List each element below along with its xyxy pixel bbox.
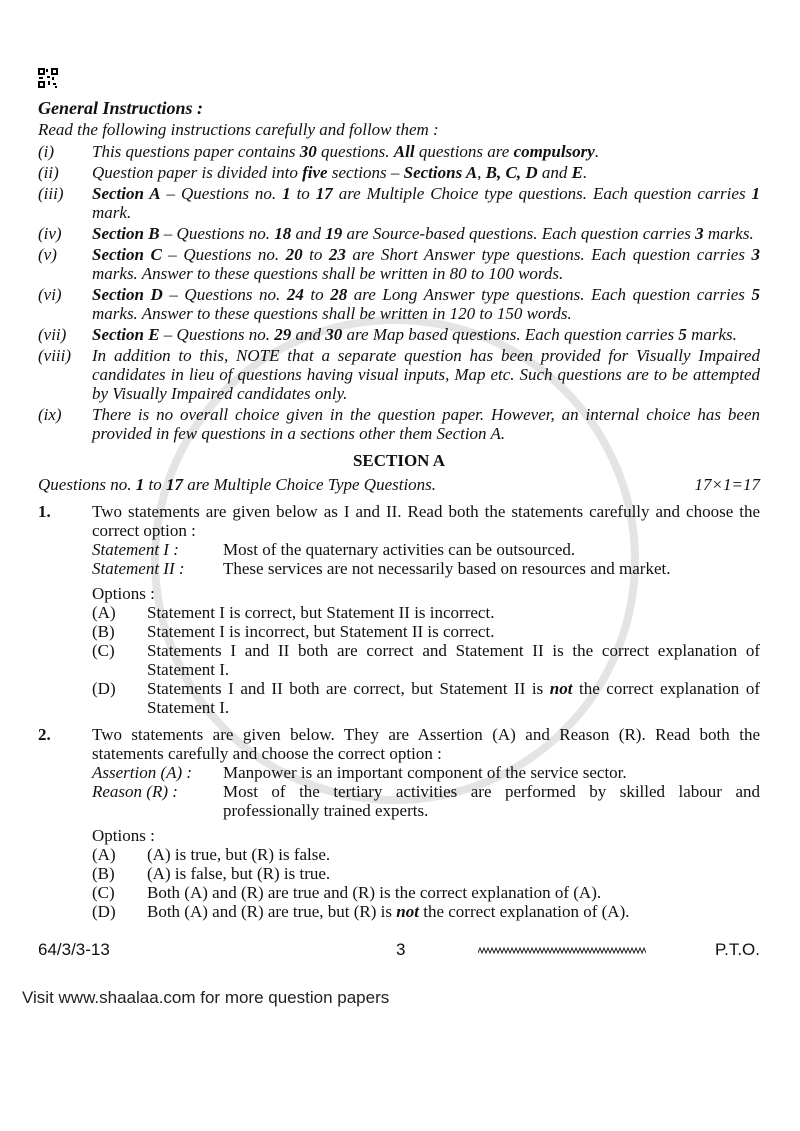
instruction-label: (vi)	[38, 285, 62, 304]
visit-link-text[interactable]: Visit www.shaalaa.com for more question papers	[22, 988, 390, 1007]
option-letter: (B)	[92, 622, 115, 641]
emphasis-text: 24	[286, 285, 304, 304]
text-run: to	[290, 184, 316, 203]
emphasis-text: five	[302, 163, 328, 182]
answer-option[interactable]	[92, 864, 760, 883]
qr-code-icon	[38, 68, 58, 88]
text-run: – Questions no.	[161, 245, 286, 264]
statement-row	[92, 763, 760, 782]
instruction-item	[38, 325, 760, 344]
instruction-item	[38, 285, 760, 323]
instruction-list	[38, 142, 760, 443]
instruction-item	[38, 405, 760, 443]
instruction-label: (iii)	[38, 184, 64, 203]
option-text	[147, 603, 760, 622]
instruction-text	[92, 163, 760, 182]
text-run: Statement I is correct, but Statement II is incorrect.	[147, 603, 495, 622]
text-run: – Questions no.	[160, 184, 283, 203]
text-run: and	[537, 163, 572, 182]
statement-text: Most of the tertiary activities are performed by skilled labour and professionally trained experts.	[223, 782, 760, 820]
option-letter: (D)	[92, 902, 116, 921]
section-a-marks: 17×1=17	[694, 475, 760, 494]
option-text	[147, 622, 760, 641]
emphasis-text: 28	[330, 285, 348, 304]
pto-label: P.T.O.	[714, 940, 760, 959]
option-letter: (A)	[92, 603, 116, 622]
text-run: marks. Answer to these questions shall be written in 80 to 100 words.	[92, 264, 564, 283]
option-letter: (A)	[92, 845, 116, 864]
answer-option[interactable]	[92, 622, 760, 641]
text-run: are Long Answer type questions. Each question carries	[347, 285, 752, 304]
answer-option[interactable]	[92, 902, 760, 921]
text-run: are Source-based questions. Each question carries	[342, 224, 696, 243]
text-run: the correct explanation of Statement I.	[147, 679, 760, 717]
answer-option[interactable]	[92, 603, 760, 622]
text-run: mark.	[92, 203, 132, 222]
text-run: to	[144, 475, 166, 494]
text-run: Statements I and II both are correct, but Statement II is	[147, 679, 550, 698]
statement-text: These services are not necessarily based on resources and market.	[223, 559, 671, 578]
instruction-label: (viii)	[38, 346, 72, 365]
instruction-label: (v)	[38, 245, 57, 264]
instruction-text	[92, 325, 760, 344]
emphasis-text: 17	[315, 184, 333, 203]
instruction-item	[38, 224, 760, 243]
text-run: are Multiple Choice Type Questions.	[182, 475, 437, 494]
text-run: .	[582, 163, 588, 182]
emphasis-text: 3	[751, 245, 760, 264]
emphasis-text: 23	[328, 245, 346, 264]
text-run: to	[303, 285, 331, 304]
paper-code: 64/3/3-13	[38, 940, 110, 959]
options-label: Options :	[92, 826, 155, 845]
emphasis-text: All	[393, 142, 415, 161]
instruction-text	[92, 346, 760, 403]
option-text	[147, 679, 760, 717]
question-number: 2.	[38, 725, 51, 744]
emphasis-text: 1	[282, 184, 291, 203]
emphasis-text: not	[549, 679, 573, 698]
statement-row	[92, 540, 760, 559]
instructions-title: General Instructions :	[38, 98, 204, 118]
emphasis-text: Sections A	[403, 163, 478, 182]
option-letter: (D)	[92, 679, 116, 698]
emphasis-text: 3	[695, 224, 704, 243]
emphasis-text: 1	[135, 475, 145, 494]
section-a-heading: SECTION A	[352, 451, 446, 470]
option-text	[147, 883, 760, 902]
text-run: .	[594, 142, 600, 161]
page-footer	[38, 939, 760, 961]
statement-row	[92, 559, 760, 578]
text-run: to	[302, 245, 329, 264]
emphasis-text: B, C, D	[485, 163, 538, 182]
statement-label: Assertion (A) :	[92, 763, 193, 782]
text-run: Question paper is divided into	[92, 163, 303, 182]
option-letter: (C)	[92, 641, 115, 660]
instruction-item	[38, 346, 760, 403]
text-run: the correct explanation of (A).	[418, 902, 630, 921]
instruction-text	[92, 142, 760, 161]
instruction-item	[38, 142, 760, 161]
question-2	[38, 725, 760, 921]
text-run: – Questions no.	[159, 325, 275, 344]
instruction-label: (i)	[38, 142, 55, 161]
text-run: Statements I and II both are correct and Statement II is the correct explanation of Statement I.	[147, 641, 760, 679]
instruction-text	[92, 184, 760, 222]
text-run: Both (A) and (R) are true, but (R) is	[147, 902, 397, 921]
option-text	[147, 902, 760, 921]
emphasis-text: Section C	[92, 245, 162, 264]
text-run: sections –	[327, 163, 404, 182]
option-letter: (B)	[92, 864, 115, 883]
text-run: – Questions no.	[159, 224, 275, 243]
text-run: are Map based questions. Each question carries	[342, 325, 679, 344]
emphasis-text: Section E	[92, 325, 160, 344]
question-1	[38, 502, 760, 717]
statement-label: Reason (R) :	[92, 782, 178, 801]
instruction-item	[38, 184, 760, 222]
general-instructions	[38, 98, 760, 443]
text-run: This questions paper contains	[92, 142, 300, 161]
option-text	[147, 845, 760, 864]
instruction-label: (vii)	[38, 325, 67, 344]
page-number: 3	[396, 940, 406, 959]
instruction-text	[92, 224, 760, 243]
emphasis-text: 30	[299, 142, 317, 161]
emphasis-text: 20	[285, 245, 303, 264]
text-run: In addition to this, NOTE that a separate question has been provided for Visually Impaired candidates in lieu of questions having visual inputs, Map etc. Such questions are to be attempted by Visually Impaired candidates only.	[92, 346, 760, 403]
text-run: ,	[477, 163, 486, 182]
statement-text: Most of the quaternary activities can be outsourced.	[223, 540, 576, 559]
instruction-item	[38, 245, 760, 283]
option-letter: (C)	[92, 883, 115, 902]
answer-option[interactable]	[92, 883, 760, 902]
emphasis-text: 18	[274, 224, 292, 243]
question-number: 1.	[38, 502, 51, 521]
section-a-instructions	[38, 475, 760, 494]
emphasis-text: 19	[325, 224, 343, 243]
statement-label: Statement II :	[92, 559, 185, 578]
text-run: Both (A) and (R) are true and (R) is the correct explanation of (A).	[147, 883, 602, 902]
instruction-item	[38, 163, 760, 182]
instruction-text	[92, 285, 760, 323]
question-stem: Two statements are given below. They are Assertion (A) and Reason (R). Read both the statements carefully and choose the correct option :	[92, 725, 760, 763]
emphasis-text: 5	[751, 285, 760, 304]
text-run: and	[291, 325, 326, 344]
text-run: (A) is false, but (R) is true.	[147, 864, 331, 883]
emphasis-text: Section A	[92, 184, 161, 203]
question-body	[92, 502, 760, 717]
instruction-text	[92, 245, 760, 283]
answer-option[interactable]	[92, 641, 760, 679]
emphasis-text: 17	[165, 475, 183, 494]
question-stem: Two statements are given below as I and II. Read both the statements carefully and choose the correct option :	[92, 502, 760, 540]
emphasis-text: compulsory	[513, 142, 595, 161]
options-label: Options :	[92, 584, 155, 603]
text-run: are Short Answer type questions. Each question carries	[345, 245, 752, 264]
text-run: Statement I is incorrect, but Statement II is correct.	[147, 622, 495, 641]
statement-row	[92, 782, 760, 820]
emphasis-text: E	[571, 163, 583, 182]
emphasis-text: Section D	[92, 285, 163, 304]
statement-text: Manpower is an important component of the service sector.	[223, 763, 627, 782]
emphasis-text: 30	[325, 325, 343, 344]
question-body	[92, 725, 760, 921]
instructions-intro: Read the following instructions carefully and follow them :	[38, 120, 439, 139]
section-a-description	[38, 475, 436, 494]
emphasis-text: 29	[274, 325, 292, 344]
statement-label: Statement I :	[92, 540, 179, 559]
squiggle-line	[478, 947, 646, 955]
option-text	[147, 864, 760, 883]
text-run: questions.	[316, 142, 394, 161]
instruction-text	[92, 405, 760, 443]
text-run: are Multiple Choice type questions. Each question carries	[332, 184, 752, 203]
text-run: (A) is true, but (R) is false.	[147, 845, 331, 864]
emphasis-text: 1	[751, 184, 760, 203]
text-run: There is no overall choice given in the question paper. However, an internal choice has been provided in few questions in a sections other them Section A.	[92, 405, 760, 443]
emphasis-text: 5	[678, 325, 687, 344]
text-run: marks.	[686, 325, 737, 344]
emphasis-text: not	[396, 902, 419, 921]
option-text	[147, 641, 760, 679]
text-run: Questions no.	[38, 475, 136, 494]
emphasis-text: Section B	[92, 224, 160, 243]
text-run: questions are	[414, 142, 514, 161]
text-run: marks.	[703, 224, 754, 243]
instruction-label: (ii)	[38, 163, 59, 182]
answer-option[interactable]	[92, 845, 760, 864]
text-run: – Questions no.	[162, 285, 287, 304]
answer-option[interactable]	[92, 679, 760, 717]
text-run: and	[291, 224, 326, 243]
instruction-label: (iv)	[38, 224, 62, 243]
text-run: marks. Answer to these questions shall be written in 120 to 150 words.	[92, 304, 572, 323]
instruction-label: (ix)	[38, 405, 62, 424]
